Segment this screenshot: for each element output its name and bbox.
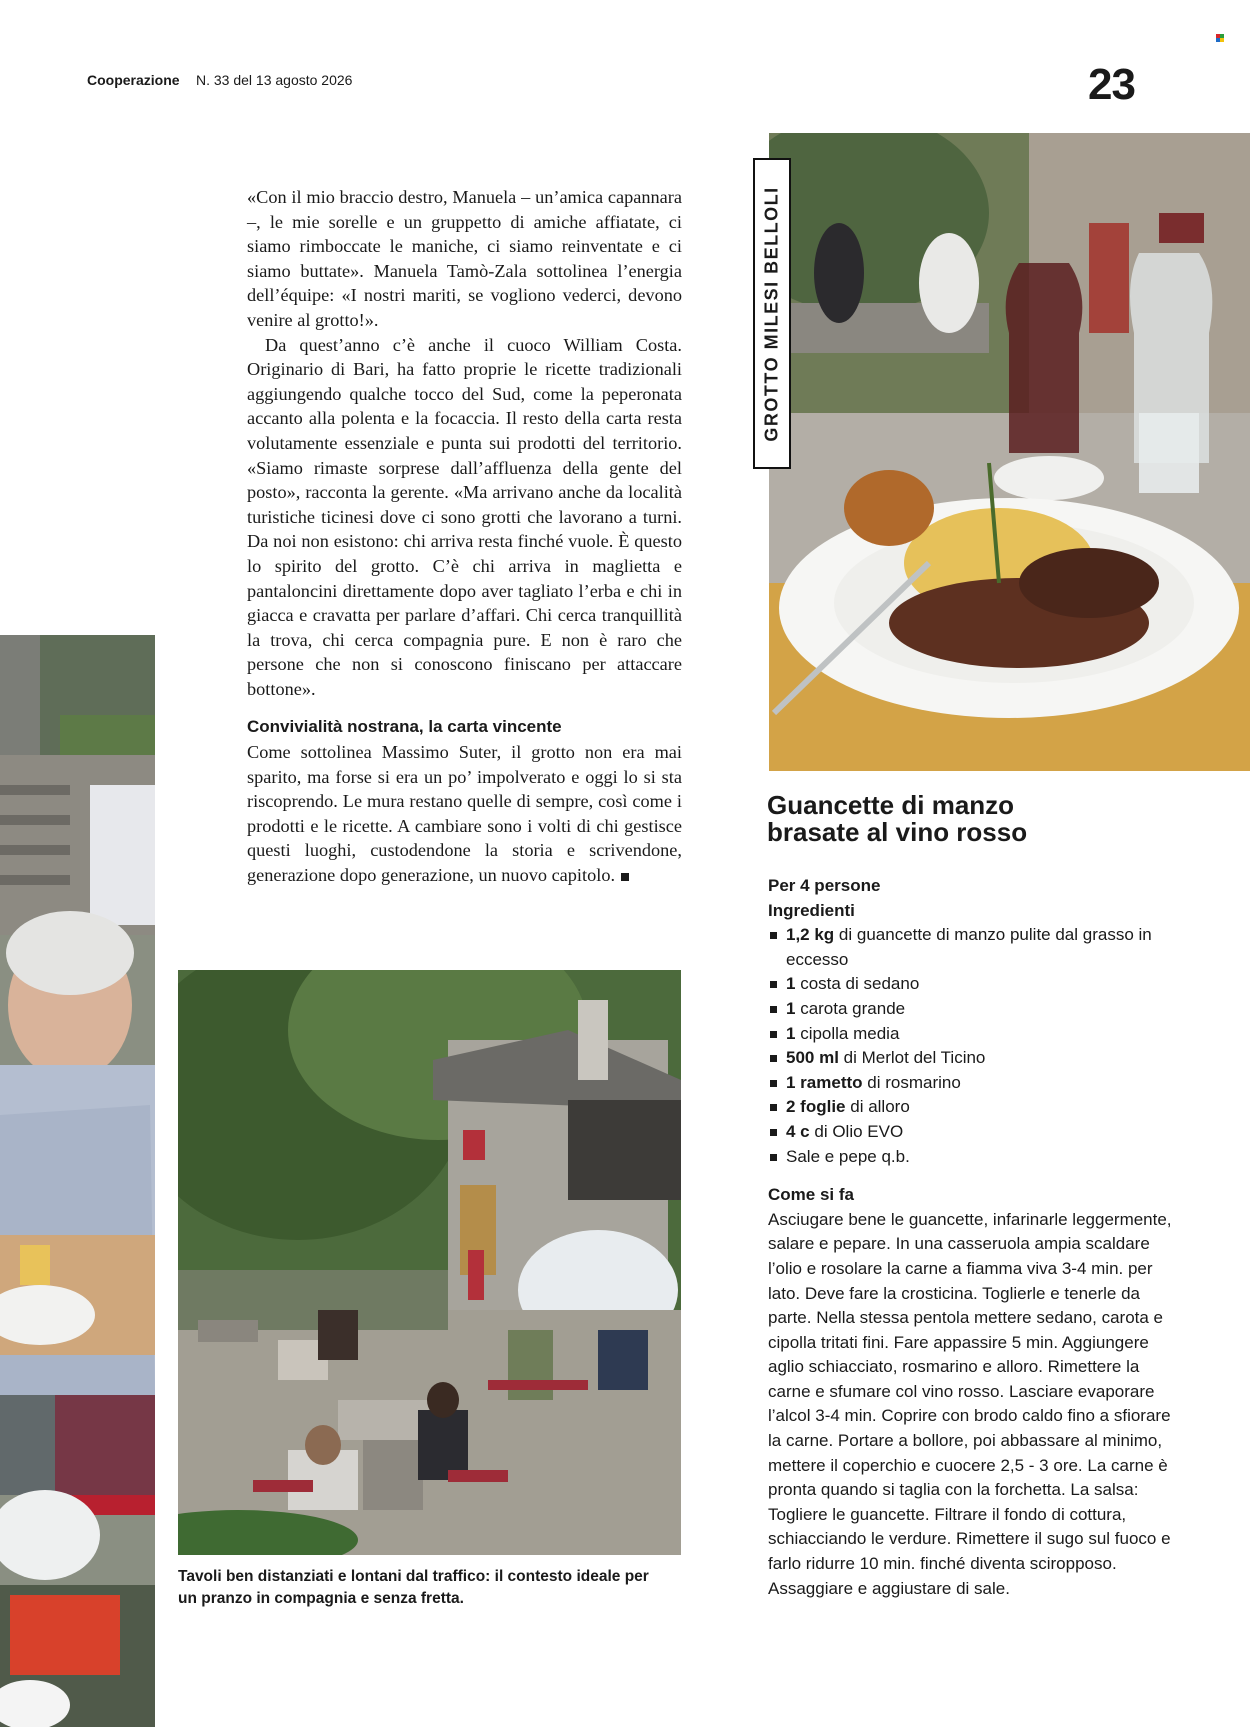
recipe-body <box>768 874 1173 1601</box>
ingredient-item <box>768 1022 1173 1047</box>
grotto-name-tag <box>753 158 791 469</box>
ingredient-text: Sale e pepe q.b. <box>786 1146 910 1166</box>
ingredient-qty: 1 rametto <box>786 1072 863 1092</box>
end-of-article-mark <box>621 873 629 881</box>
ingredient-item <box>768 1145 1173 1170</box>
ingredient-text: di Olio EVO <box>809 1121 904 1141</box>
ingredient-qty: 1 <box>786 998 796 1018</box>
article-body <box>247 185 682 888</box>
ingredient-text: di guancette di manzo pulite dal grasso in eccesso <box>786 925 1152 969</box>
ingredients-label: Ingredienti <box>768 900 855 920</box>
ingredient-item <box>768 1046 1173 1071</box>
ingredient-qty: 500 ml <box>786 1048 839 1068</box>
ingredient-text: cipolla media <box>795 1023 900 1043</box>
recipe-title <box>767 792 1187 846</box>
ingredient-qty: 2 foglie <box>786 1097 846 1117</box>
article-paragraph: Da quest’anno c’è anche il cuoco William Costa. Originario di Bari, ha fatto proprie le ricette tradizionali aggiungendo qualche tocco del Sud, come la peperonata accanto alla polenta e la focaccia. Il resto della carta resta volutamente essenziale e punta sui prodotti del territorio. «Siamo rimaste sorprese dall’affluenza della gente del posto», racconta la gerente. «Ma arrivano anche da località turistiche ticinesi dove ci sono grotti che lavorano a turni. Da noi non esistono: chi arriva resta finché vuole. È questo lo spirito del grotto. C’è chi arriva in maglietta e pantaloncini direttamente dopo aver tagliato l’erba e chi in giacca e cravatta per parlare d’affari. Chi cerca tranquillità la trova, chi cerca compagnia pure. E non è raro che persone che non si conoscono finiscano per attaccare bottone». <box>247 334 682 699</box>
article-paragraph-final <box>247 740 682 888</box>
issue-info: N. 33 del 13 agosto 2026 <box>196 72 353 88</box>
ingredient-text: costa di sedano <box>795 974 920 994</box>
ingredient-item <box>768 1095 1173 1120</box>
ingredient-item <box>768 1071 1173 1096</box>
ingredient-item <box>768 1120 1173 1145</box>
article-paragraph: «Con il mio braccio destro, Manuela – un’amica capannara –, le mie sorelle e un gruppetto di amiche affiatate, ci siamo rimboccate le maniche, ci siamo reinventate e ci siamo buttate». Manuela Tamò-Zala sottolinea l’energia dell’équipe: «I nostri mariti, se vogliono vederci, devono venire al grotto!». <box>247 187 682 330</box>
ingredient-item <box>768 997 1173 1022</box>
ingredient-qty: 4 c <box>786 1121 810 1141</box>
ingredient-text: di Merlot del Ticino <box>838 1048 986 1068</box>
ingredient-text: carota grande <box>795 998 906 1018</box>
method-label: Come si fa <box>768 1185 854 1205</box>
recipe-serves: Per 4 persone <box>768 876 881 895</box>
grotto-courtyard-photo <box>178 970 681 1555</box>
recipe-title-line: Guancette di manzo <box>767 790 1015 820</box>
ingredient-text: di alloro <box>845 1097 910 1117</box>
ingredient-text: di rosmarino <box>862 1072 961 1092</box>
page-number: 23 <box>1088 60 1135 109</box>
ingredient-item <box>768 972 1173 997</box>
ingredient-qty: 1 <box>786 974 796 994</box>
method-text: Asciugare bene le guancette, infarinarle leggermente, salare e pepare. In una casseruola ampia scaldare l’olio e rosolare la carne a fiamma viva 3-4 min. per lato. Deve fare la crosticina. Toglierle e tenerle da parte. Nella stessa pentola mettere sedano, carota e cipolla tritati fini. Fare appassire 5 min. Aggiungere aglio schiacciato, rosmarino e alloro. Rimettere la carne e sfumare col vino rosso. Lasciare evaporare l’alcol 3-4 min. Coprire con brodo caldo fino a sfiorare la carne. Portare a bollore, poi abbassare al minimo, mettere il coperchio e cuocere 2,5 - 3 ore. La carne è pronta quando si taglia con la forchetta. La salsa: Togliere le guancette. Filtrare il fondo di cottura, schiacciando le verdure. Rimettere il sugo sul fuoco e farlo ridurre 10 min. finché diventa sciropposo. Assaggiare e aggiustare di sale. <box>768 1209 1172 1598</box>
grotto-name-text: GROTTO MILESI BELLOLI <box>761 185 782 442</box>
ingredients-list <box>768 923 1173 1169</box>
article-subheading: Convivialità nostrana, la carta vincente <box>247 717 562 737</box>
color-registration-mark <box>1216 34 1224 42</box>
photo-caption: Tavoli ben distanziati e lontani dal traffico: il contesto ideale per un pranzo in compagnia e senza fretta. <box>178 1568 649 1607</box>
ingredient-item <box>768 923 1173 972</box>
dish-photo <box>769 133 1250 771</box>
ingredient-qty: 1 <box>786 1023 796 1043</box>
publication-name: Cooperazione <box>87 72 180 88</box>
recipe-title-line: brasate al vino rosso <box>767 817 1028 847</box>
article-paragraph: Come sottolinea Massimo Suter, il grotto non era mai sparito, ma forse si era un po’ impolverato e oggi lo si sta riscoprendo. Le mura restano quelle di sempre, così come i prodotti e le ricette. A cambiare sono i volti di chi gestisce questi luoghi, custodendone la storia e scrivendone, generazione dopo generazione, un nuovo capitolo. <box>247 742 682 886</box>
left-edge-photo <box>0 635 155 1727</box>
ingredient-qty: 1,2 kg <box>786 925 835 945</box>
